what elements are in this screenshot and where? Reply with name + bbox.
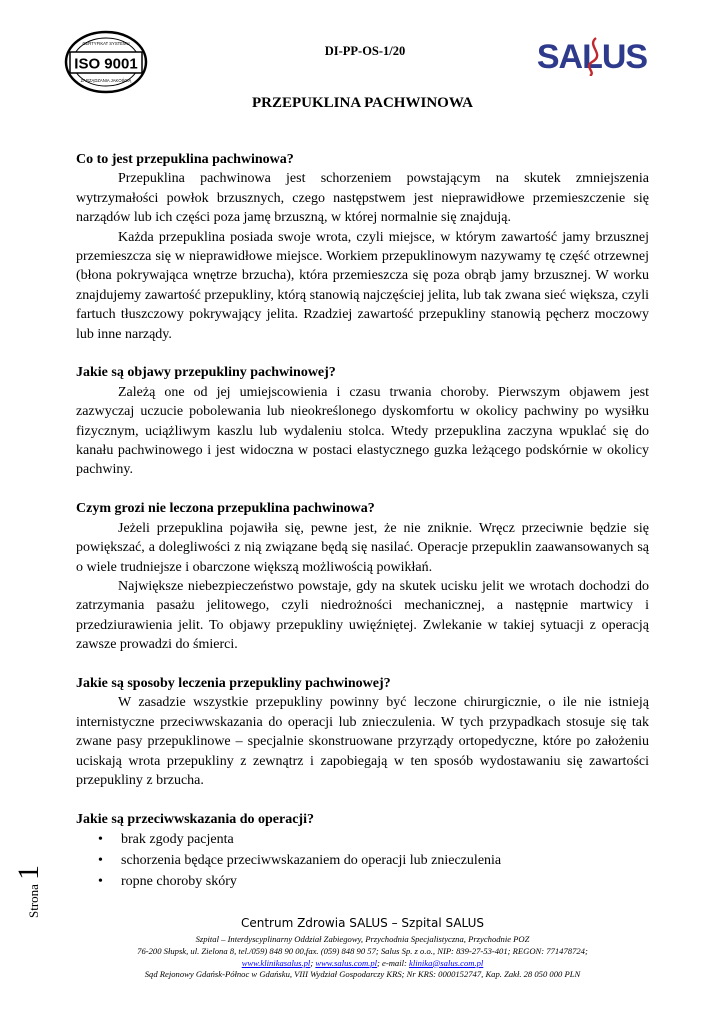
page-number-label (8, 850, 78, 920)
page-number: 1 (12, 865, 45, 881)
footer-links-line (0, 958, 725, 970)
website-link[interactable]: www.klinikasalus.pl (241, 957, 311, 968)
email-label: ; e-mail: (377, 957, 410, 968)
page-header (0, 0, 725, 90)
list-item: • schorzenia będące przeciwwskazaniem do operacji lub znieczulenia (76, 850, 649, 871)
contraindications-list (76, 829, 649, 892)
footer-line: Szpital – Interdyscyplinarny Oddział Zabiegowy, Przychodnia Specjalistyczna, Przychodnie POZ (195, 934, 530, 944)
iso-logo-main-text: ISO 9001 (74, 55, 138, 73)
section-contraindications (76, 810, 649, 892)
iso-logo-ring-top: CERTYFIKAT SYSTEMU (82, 41, 130, 46)
section-definition (76, 150, 649, 344)
website-link[interactable]: www.salus.com.pl (315, 957, 378, 968)
footer-title: Centrum Zdrowia SALUS – Szpital SALUS (240, 916, 485, 930)
list-item: • brak zgody pacjenta (76, 829, 649, 850)
document-code: DI-PP-OS-1/20 (324, 44, 406, 58)
iso-9001-logo (64, 30, 148, 94)
document-body (76, 150, 649, 912)
paragraph: Największe niebezpieczeństwo powstaje, gdy na skutek ucisku jelit we wrotach dochodzi do zatrzymania pasażu jelitowego, czyli niedrożności mechanicznej, a następnie martwicy i przedziurawienia jelit. To objawy przepukliny uwięźniętej. Zwlekanie w takiej sytuacji z operacją zawsze prowadzi do śmierci. (76, 578, 649, 653)
section-treatment (76, 674, 649, 790)
page-title: PRZEPUKLINA PACHWINOWA (252, 95, 473, 111)
list-item: • ropne choroby skóry (76, 871, 649, 892)
section-heading: Jakie są przeciwwskazania do operacji? (76, 811, 314, 827)
section-symptoms (76, 363, 649, 479)
page-label-text: Strona (26, 884, 41, 918)
paragraph: Każda przepuklina posiada swoje wrota, czyli miejsce, w którym zawartość jamy brzusznej przemieszcza się w nieprawidłowe miejsce. Workiem przepuklinowym nazywamy tę część otrzewnej (błona pokrywająca wnętrze brzucha), która przemieszcza się poza obrąb jamy brzusznej. W worku znajdujemy zawartość przepukliny, którą stanowią najczęściej jelita, lub tak zwana sieć większa, czyli fartuch tłuszczowy pokrywający jelita. Rzadziej zawartość przepukliny stanowią pęcherz moczowy lub inne narządy. (76, 229, 649, 342)
footer-line: Sąd Rejonowy Gdańsk-Północ w Gdańsku, VIII Wydział Gospodarczy KRS; Nr KRS: 0000152747, Kap. Zakł. 28 050 000 PLN (144, 969, 581, 980)
section-heading: Czym grozi nie leczona przepuklina pachwinowa? (76, 501, 375, 517)
section-heading: Jakie są objawy przepukliny pachwinowej? (76, 365, 336, 381)
section-risks (76, 499, 649, 654)
footer-line: 76-200 Słupsk, ul. Zielona 8, tel./059) 848 90 00,fax. (059) 848 90 57; Salus Sp. z o.o., NIP: 839-27-53-401; REGON: 771478724; (137, 945, 588, 956)
paragraph: Jeżeli przepuklina pojawiła się, pewne jest, że nie zniknie. Wręcz przeciwnie będzie się powiększać, a dolegliwości z nią związane będą się nasilać. Operacje przepuklin zaawansowanych są o wiele trudniejsze i obarczone większą możliwością powikłań. (76, 520, 649, 575)
email-link[interactable]: klinika@salus.com.pl (409, 957, 484, 968)
salus-logo-text: SALUS (536, 38, 648, 76)
separator: ; (310, 957, 316, 968)
section-heading: Jakie są sposoby leczenia przepukliny pachwinowej? (76, 675, 391, 691)
salus-logo (530, 36, 654, 76)
section-heading: Co to jest przepuklina pachwinowa? (76, 152, 294, 167)
iso-logo-ring-bottom: ZARZĄDZANIA JAKOŚCIĄ (80, 78, 132, 83)
paragraph: W zasadzie wszystkie przepukliny powinny być leczone chirurgicznie, o ile nie istnieją internistyczne przeciwwskazania do operacji lub znieczulenia. W tych przypadkach stosuje się tak zwane pasy przepuklinowe – specjalnie skonstruowane przyrządy ortopedyczne, które po założeniu uciskają wrota przepukliny z zewnątrz i zapobiegają w ten sposób wydostawaniu się zawartości przepukliny z brzucha. (76, 695, 649, 788)
paragraph: Zależą one od jej umiejscowienia i czasu trwania choroby. Pierwszym objawem jest zazwyczaj uczucie pobolewania lub nieokreślonego dyskomfortu w okolicy pachwiny po wysiłku fizycznym, uciążliwym kaszlu lub wydaleniu stolca. Wtedy przepuklina zaczyna wpuklać się do kanału pachwinowego i jest widoczna w postaci elastycznego guzka leżącego podskórnie w okolicy pachwiny. (76, 384, 649, 478)
paragraph: Przepuklina pachwinowa jest schorzeniem powstającym na skutek zmniejszenia wytrzymałości powłok brzusznych, czego następstwem jest nieprawidłowe przemieszczenie się narządów lub ich części poza jamę brzuszną, w której normalnie się znajdują. (76, 171, 649, 226)
page-footer (0, 916, 725, 981)
